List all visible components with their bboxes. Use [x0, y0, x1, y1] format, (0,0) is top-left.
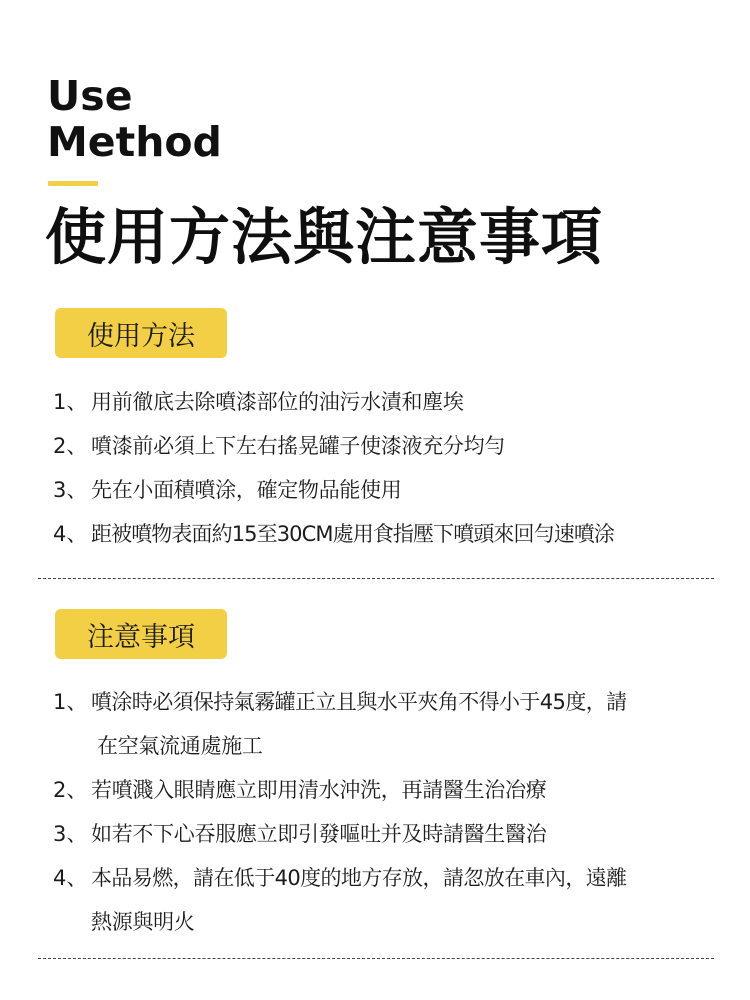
english-title-line-2: Method [47, 118, 222, 166]
accent-bar [48, 181, 98, 186]
list-item [53, 468, 725, 512]
item-number: 3、 [53, 478, 88, 502]
dashed-divider [38, 958, 714, 959]
section-heading-usage: 使用方法 [55, 308, 227, 358]
list-item [53, 856, 725, 944]
item-text-line-1: 噴涂時必須保持氣霧罐正立且與水平夾角不得小于45度，請 [91, 690, 627, 714]
caution-list [53, 680, 725, 944]
english-title-line-1: Use [47, 72, 133, 120]
english-title [47, 73, 222, 165]
item-text: 噴漆前必須上下左右搖晃罐子使漆液充分均勻 [91, 434, 505, 458]
dashed-divider [38, 578, 714, 579]
item-text [91, 856, 725, 944]
item-text: 先在小面積噴涂，確定物品能使用 [91, 478, 402, 502]
item-number: 1、 [53, 390, 88, 414]
list-item [53, 768, 725, 812]
section-heading-caution: 注意事項 [55, 609, 227, 659]
item-number: 3、 [53, 822, 88, 846]
item-number: 2、 [53, 778, 88, 802]
item-text-line-1: 本品易燃，請在低于40度的地方存放，請忽放在車內，遠離 [91, 866, 627, 890]
item-text-line-2: 熱源與明火 [91, 910, 195, 934]
list-item [53, 812, 725, 856]
item-text-line-2: 在空氣流通處施工 [97, 734, 263, 758]
item-text [91, 680, 725, 768]
item-number: 4、 [53, 866, 88, 890]
list-item [53, 380, 725, 424]
list-item [53, 680, 725, 768]
item-text: 距被噴物表面約15至30CM處用食指壓下噴頭來回勻速噴涂 [91, 522, 615, 546]
item-text: 若噴濺入眼睛應立即用清水沖洗，再請醫生治冶療 [91, 778, 547, 802]
list-item [53, 512, 725, 556]
item-number: 1、 [53, 690, 88, 714]
list-item [53, 424, 725, 468]
item-text: 如若不下心吞服應立即引發嘔吐并及時請醫生醫治 [91, 822, 547, 846]
usage-list [53, 380, 725, 556]
item-number: 4、 [53, 522, 88, 546]
item-text: 用前徹底去除噴漆部位的油污水漬和塵埃 [91, 390, 464, 414]
item-number: 2、 [53, 434, 88, 458]
chinese-title: 使用方法與注意事項 [45, 202, 604, 273]
